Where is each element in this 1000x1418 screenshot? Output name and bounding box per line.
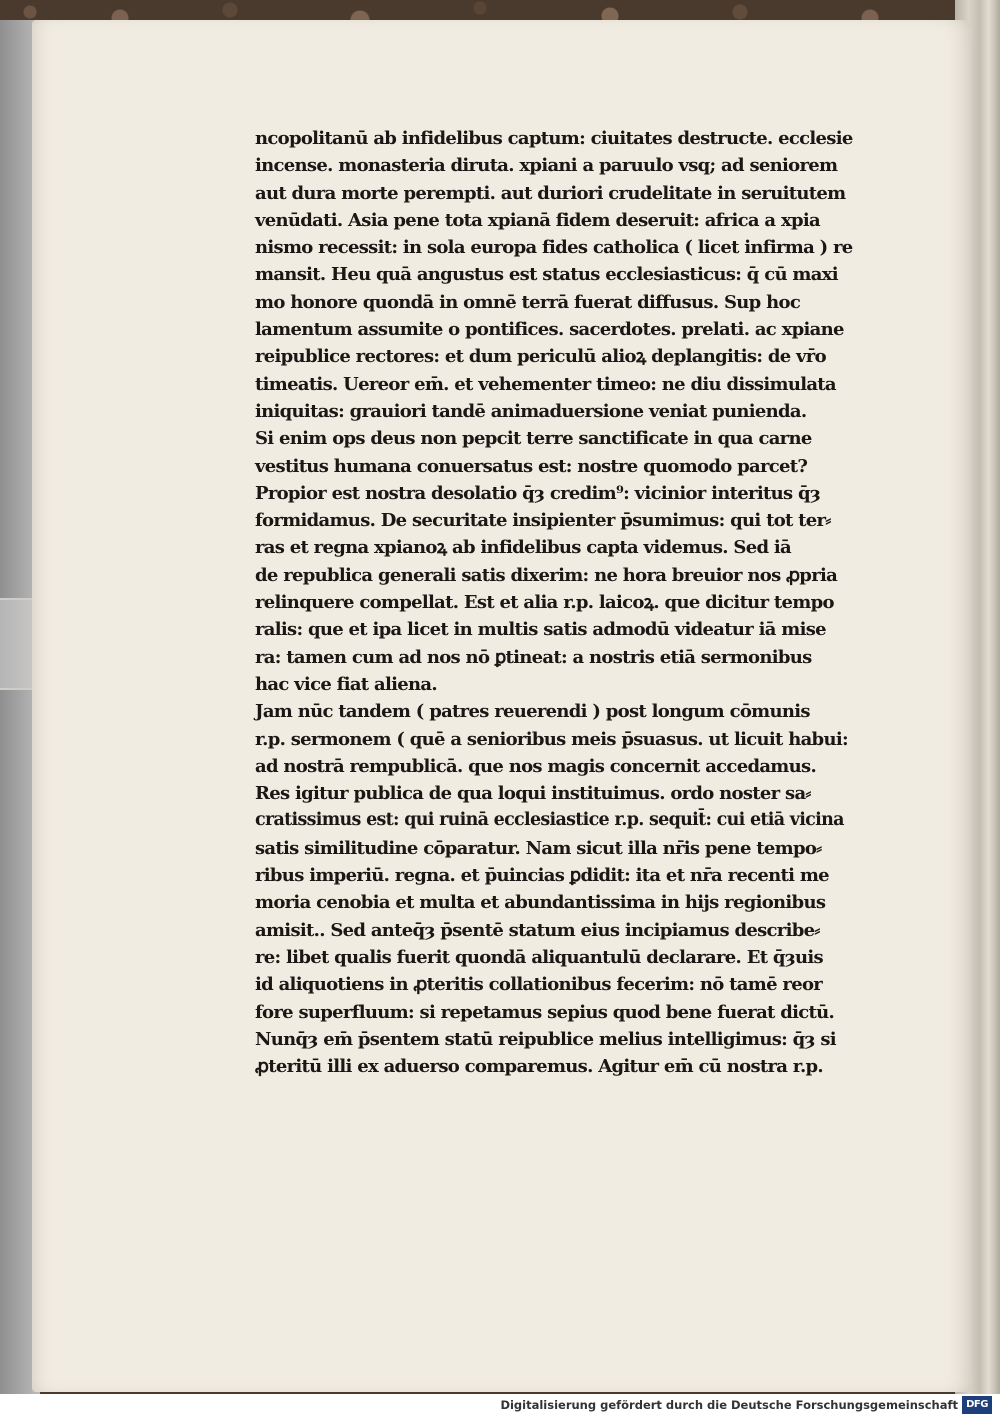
text-line: Res igitur publica de qua loqui instituimus. ordo noster sa⸗ [255, 783, 811, 805]
text-block [255, 125, 855, 1080]
text-line: relinquere compellat. Est et alia r.p. laicoꝝ. que dicitur tempo [255, 592, 834, 614]
text-line: satis similitudine cōparatur. Nam sicut illa nr̄is pene tempo⸗ [255, 837, 822, 859]
text-line: ribus imperiū. regna. et p̄uincias ꝑdidit: ita et nr̄a recenti me [255, 865, 829, 887]
text-line: Jam nūc tandem ( patres reuerendi ) post longum cōmunis [255, 701, 810, 723]
dfg-logo: DFG [962, 1396, 992, 1414]
text-line: formidamus. De securitate insipienter p̄sumimus: qui tot ter⸗ [255, 510, 831, 532]
text-line: timeatis. Uereor em̄. et vehementer timeo: ne diu dissimulata [255, 373, 836, 395]
text-line: Si enim ops deus non pepcit terre sanctificate in qua carne [255, 428, 812, 450]
text-line: fore superfluum: si repetamus sepius quod bene fuerat dictū. [255, 1001, 835, 1023]
text-line: reipublice rectores: et dum periculū alioꝝ deplangitis: de vr̄o [255, 346, 826, 368]
text-line: ꝓteritū illi ex aduerso comparemus. Agitur em̄ cū nostra r.p. [255, 1056, 823, 1078]
text-line: re: libet qualis fuerit quondā aliquantulū declarare. Et q̄ȝuis [255, 946, 823, 968]
text-line: de republica generali satis dixerim: ne hora breuior nos ꝓpria [255, 564, 838, 586]
text-line: r.p. sermonem ( quē a senioribus meis p̄suasus. ut licuit habui: [255, 728, 848, 750]
text-line: ra: tamen cum ad nos nō ꝑtineat: a nostris etiā sermonibus [255, 646, 812, 668]
text-line: amisit.. Sed anteq̄ȝ p̄sentē statum eius incipiamus describe⸗ [255, 919, 820, 941]
text-line: aut dura morte perempti. aut duriori crudelitate in seruitutem [255, 182, 846, 204]
text-line: ralis: que et ipa licet in multis satis admodū videatur iā mise [255, 619, 826, 641]
text-line: incense. monasteria diruta. xpiani a paruulo vsq; ad seniorem [255, 155, 838, 177]
text-line: ncopolitanū ab infidelibus captum: ciuitates destructe. ecclesie [255, 128, 853, 149]
text-line: cratissimus est: qui ruinā ecclesiastice r.p. sequit̄: cui etiā vicina [255, 810, 844, 831]
text-line: id aliquotiens in ꝓteritis collationibus fecerim: nō tamē reor [255, 974, 823, 996]
text-line: vestitus humana conuersatus est: nostre quomodo parcet? [255, 455, 808, 477]
text-line: ad nostrā rempublicā. que nos magis concernit accedamus. [255, 755, 817, 777]
text-line: nismo recessit: in sola europa fides catholica ( licet infirma ) re [255, 237, 853, 259]
footer-credit: Digitalisierung gefördert durch die Deutsche Forschungsgemeinschaft [500, 1398, 958, 1412]
text-line: lamentum assumite o pontifices. sacerdotes. prelati. ac xpiane [255, 319, 844, 341]
text-line: mo honore quondā in omnē terrā fuerat diffusus. Sup hoc [255, 291, 801, 313]
text-line: iniquitas: grauiori tandē animaduersione veniat punienda. [255, 400, 807, 422]
text-line: Propior est nostra desolatio q̄ȝ credim⁹: vicinior interitus q̄ȝ [255, 482, 821, 504]
text-line: Nunq̄ȝ em̄ p̄sentem statū reipublice melius intelligimus: q̄ȝ si [255, 1028, 836, 1050]
text-line: hac vice fiat aliena. [255, 673, 437, 695]
text-line: mansit. Heu quā angustus est status ecclesiasticus: q̄ cū maxi [255, 264, 838, 286]
footer-bar [0, 1394, 1000, 1418]
text-line: ras et regna xpianoꝝ ab infidelibus capta videmus. Sed iā [255, 537, 792, 559]
text-line: moria cenobia et multa et abundantissima in hijs regionibus [255, 892, 826, 914]
text-line: venūdati. Asia pene tota xpianā fidem deseruit: africa a xpia [255, 209, 820, 231]
